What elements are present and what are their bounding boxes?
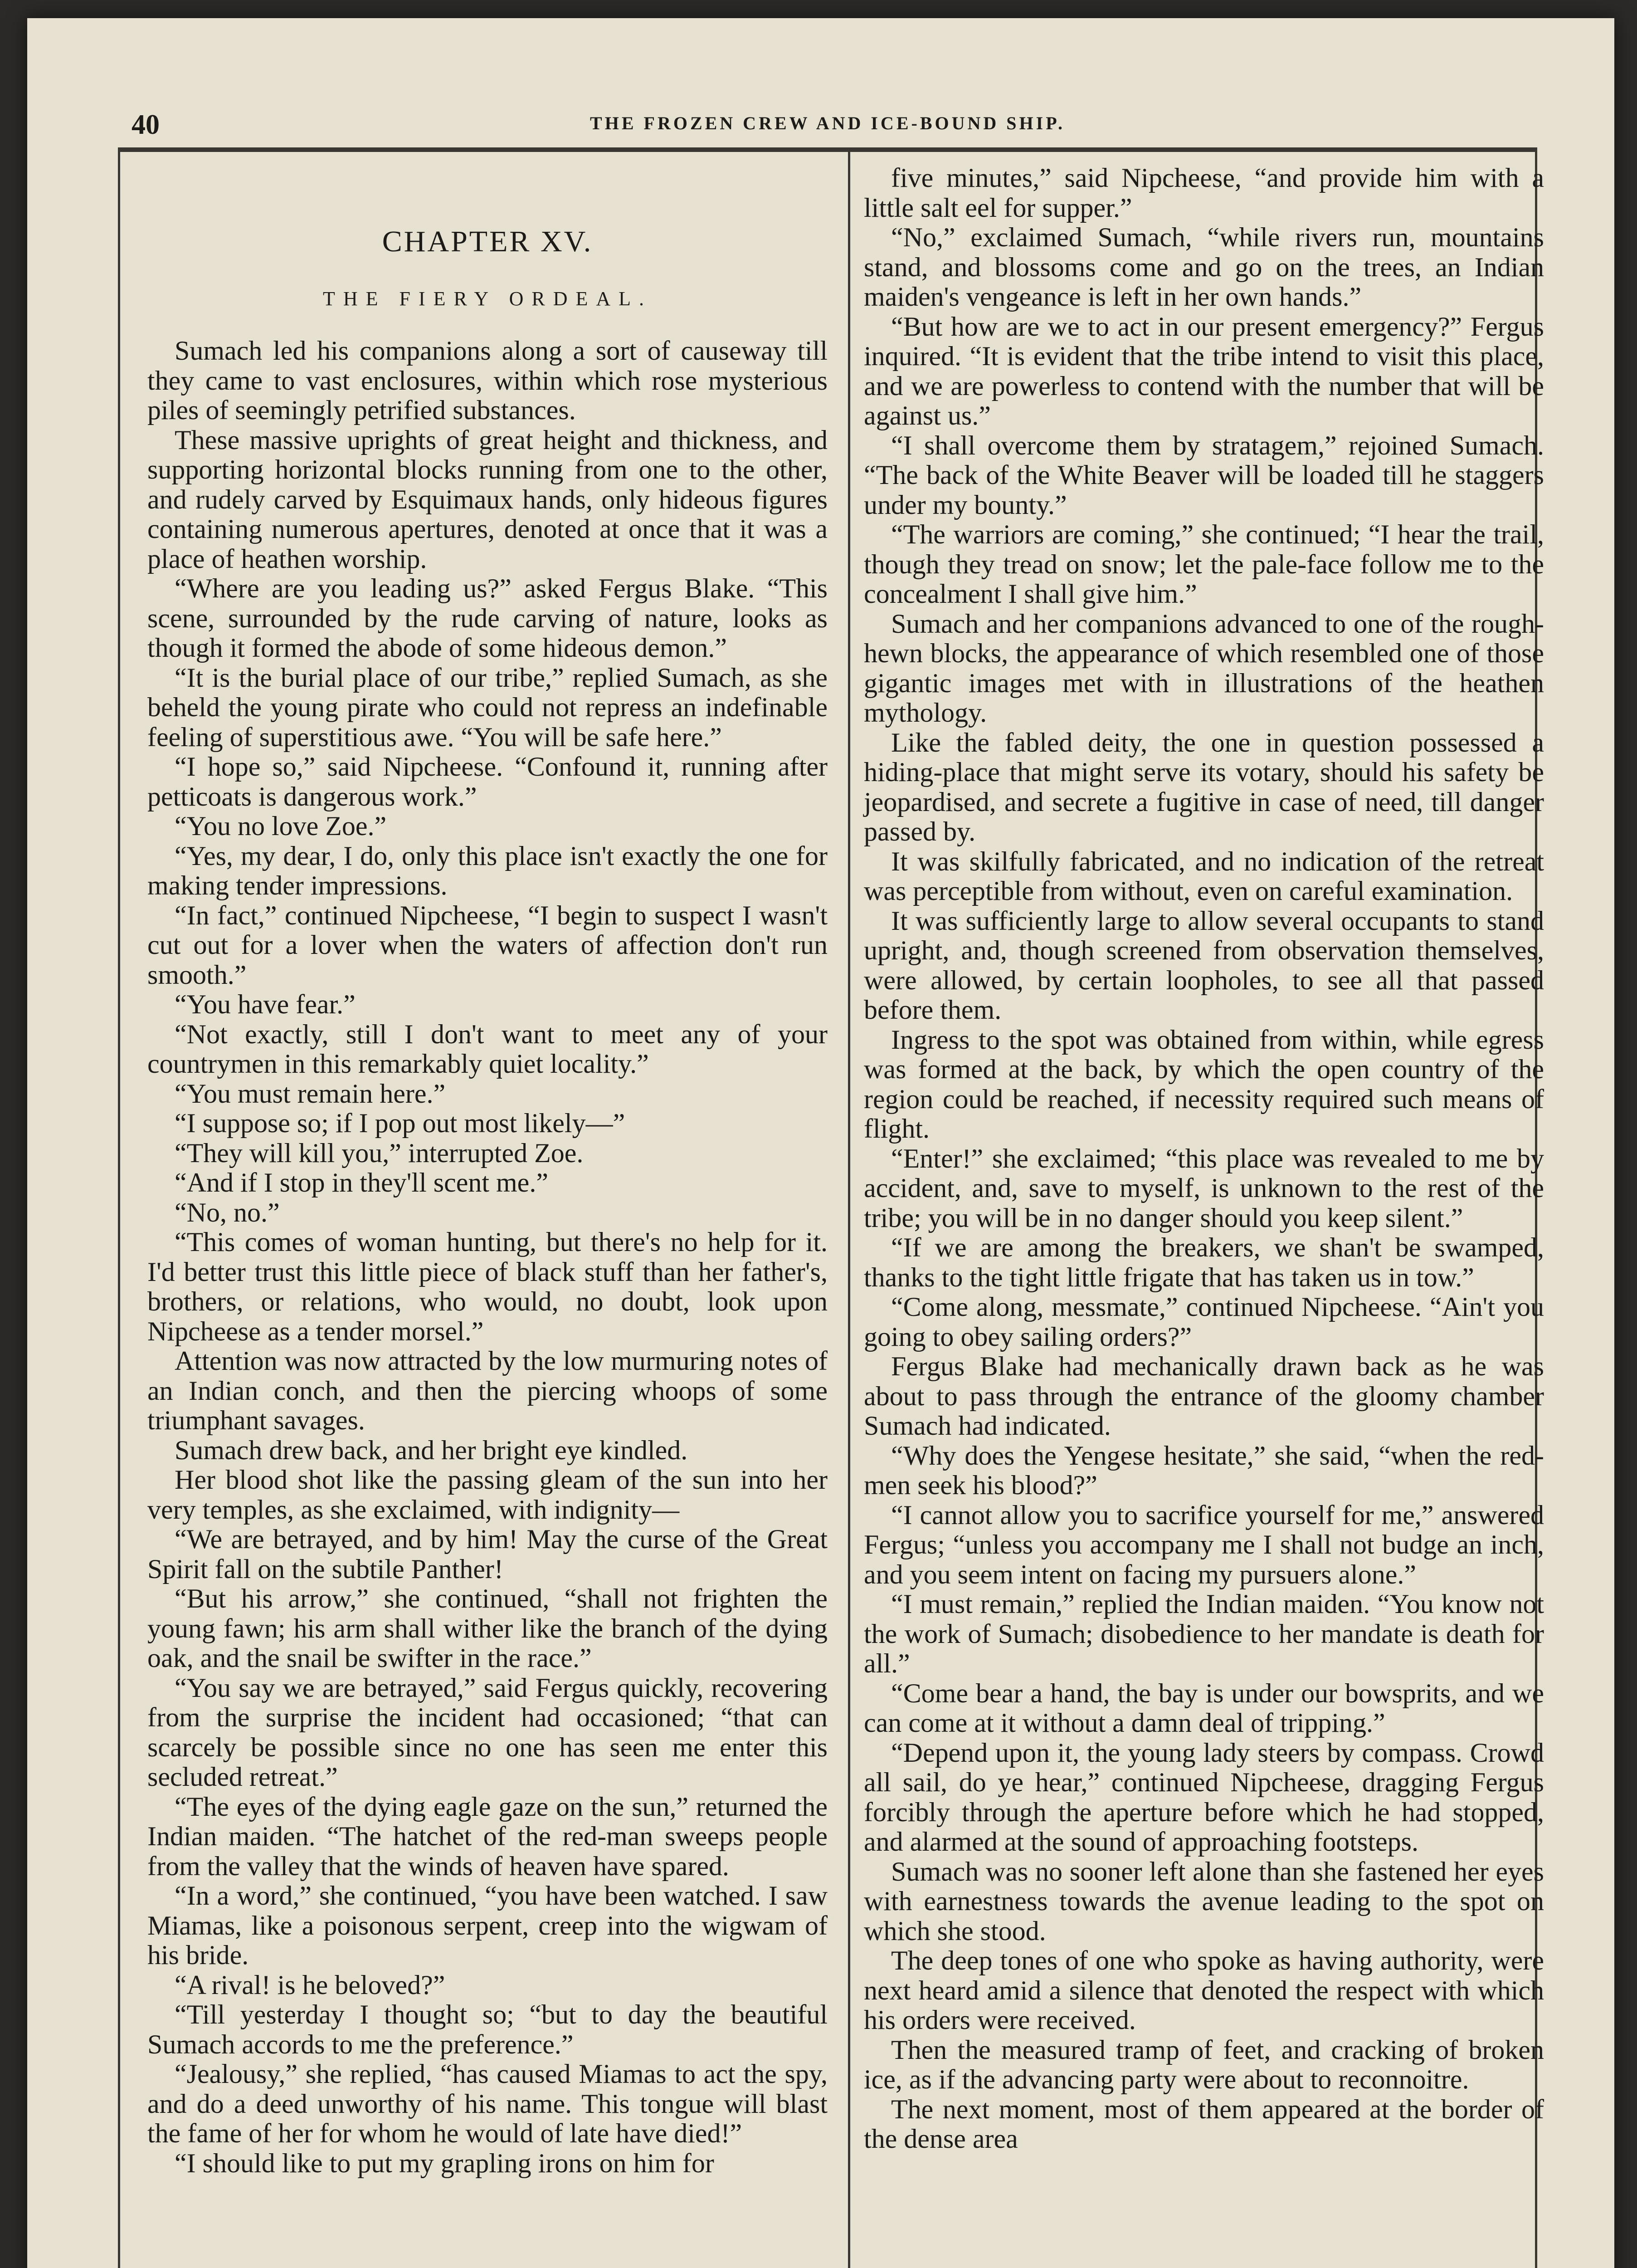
paragraph: “This comes of woman hunting, but there's no help for it. I'd better trust this little piece of black stuff than her father's, brothers, or relations, who would, no doubt, look upon Nipcheese as a tender morsel.” bbox=[147, 1227, 828, 1346]
paragraph: Ingress to the spot was obtained from within, while egress was formed at the back, by which the open country of the region could be reached, if necessity required such means of flight. bbox=[864, 1024, 1544, 1144]
paragraph: “In a word,” she continued, “you have been watched. I saw Miamas, like a poisonous serpent, creep into the wigwam of his bride. bbox=[147, 1881, 828, 1970]
paragraph: “But how are we to act in our present emergency?” Fergus inquired. “It is evident that the tribe intend to visit this place, and we are powerless to contend with the number that will be against us.” bbox=[864, 311, 1544, 430]
paragraph: “The eyes of the dying eagle gaze on the sun,” returned the Indian maiden. “The hatchet of the red-man sweeps people from the valley that the winds of heaven have spared. bbox=[147, 1791, 828, 1881]
paragraph: “No, no.” bbox=[175, 1197, 280, 1227]
paragraph: “I should like to put my grapling irons on him for bbox=[175, 2148, 714, 2178]
paragraph: “If we are among the breakers, we shan't be swamped, thanks to the tight little frigate that has taken us in tow.” bbox=[864, 1232, 1544, 1292]
paragraph: “I hope so,” said Nipcheese. “Confound it, running after petticoats is dangerous work.” bbox=[147, 752, 828, 811]
chapter-subtitle: THE FIERY ORDEAL. bbox=[322, 287, 653, 310]
paragraph: “Depend upon it, the young lady steers by compass. Crowd all sail, do ye hear,” continued Nipcheese, dragging Fergus forcibly through the aperture before which he had stopped, and alarmed at the sound of approaching footsteps. bbox=[864, 1737, 1544, 1857]
paragraph: “I cannot allow you to sacrifice yourself for me,” answered Fergus; “unless you accompany me I shall not budge an inch, and you seem intent on facing my pursuers alone.” bbox=[864, 1500, 1544, 1589]
paragraph: Sumach led his companions along a sort of causeway till they came to vast enclosures, within which rose mysterious piles of seemingly petrified substances. bbox=[147, 336, 828, 425]
paragraph: “No,” exclaimed Sumach, “while rivers run, mountains stand, and blossoms come and go on the trees, an Indian maiden's vengeance is left in her own hands.” bbox=[864, 222, 1544, 312]
paragraph: “You no love Zoe.” bbox=[175, 811, 387, 841]
paragraph: “I shall overcome them by stratagem,” rejoined Sumach. “The back of the White Beaver will be loaded till he staggers under my bounty.” bbox=[864, 430, 1544, 520]
paragraph: Like the fabled deity, the one in question possessed a hiding-place that might serve its votary, should his safety be jeopardised, and secrete a fugitive in case of need, till danger passed by. bbox=[864, 727, 1544, 846]
right-column bbox=[864, 163, 1544, 2154]
column-divider bbox=[848, 150, 850, 2268]
paragraph: Attention was now attracted by the low murmuring notes of an Indian conch, and then the piercing whoops of some triumphant savages. bbox=[147, 1346, 828, 1435]
paragraph: The next moment, most of them appeared at the border of the dense area bbox=[864, 2094, 1544, 2154]
paragraph: Her blood shot like the passing gleam of the sun into her very temples, as she exclaimed, with indignity— bbox=[147, 1465, 828, 1525]
paragraph: “Enter!” she exclaimed; “this place was revealed to me by accident, and, save to myself, is unknown to the rest of the tribe; you will be in no danger should you keep silent.” bbox=[864, 1143, 1544, 1233]
paragraph: Then the measured tramp of feet, and cracking of broken ice, as if the advancing party were about to reconnoitre. bbox=[864, 2034, 1544, 2094]
paragraph: “Till yesterday I thought so; “but to day the beautiful Sumach accords to me the preference.” bbox=[147, 1999, 828, 2059]
paragraph: five minutes,” said Nipcheese, “and provide him with a little salt eel for supper.” bbox=[864, 163, 1544, 223]
page-number: 40 bbox=[132, 109, 160, 140]
paragraph: “Jealousy,” she replied, “has caused Miamas to act the spy, and do a deed unworthy of his name. This tongue will blast the fame of her for whom he would of late have died!” bbox=[147, 2059, 828, 2148]
paragraph: “Why does the Yengese hesitate,” she said, “when the red-men seek his blood?” bbox=[864, 1440, 1544, 1500]
right-paragraphs bbox=[864, 163, 1544, 2154]
paragraph: “In fact,” continued Nipcheese, “I begin to suspect I wasn't cut out for a lover when the waters of affection don't run smooth.” bbox=[147, 900, 828, 990]
paragraph: “You say we are betrayed,” said Fergus quickly, recovering from the surprise the incident had occasioned; “that can scarcely be possible since no one has seen me enter this secluded retreat.” bbox=[147, 1672, 828, 1792]
paragraph: It was sufficiently large to allow several occupants to stand upright, and, though screened from observation themselves, were allowed, by certain loopholes, to see all that passed before them. bbox=[864, 905, 1544, 1025]
paragraph: Sumach drew back, and her bright eye kindled. bbox=[175, 1435, 688, 1465]
paragraph: “You have fear.” bbox=[175, 989, 356, 1019]
paragraph: “But his arrow,” she continued, “shall not frighten the young fawn; his arm shall wither like the branch of the dying oak, and the snail be swifter in the race.” bbox=[147, 1584, 828, 1673]
left-paragraphs bbox=[147, 336, 828, 2178]
paragraph: “I suppose so; if I pop out most likely—” bbox=[175, 1108, 625, 1138]
paragraph: Sumach and her companions advanced to one of the rough-hewn blocks, the appearance of which resembled one of those gigantic images met with in illustrations of the heathen mythology. bbox=[864, 608, 1544, 728]
paragraph: “The warriors are coming,” she continued; “I hear the trail, though they tread on snow; let the pale-face follow me to the concealment I shall give him.” bbox=[864, 519, 1544, 609]
paragraph: Fergus Blake had mechanically drawn back as he was about to pass through the entrance of the gloomy chamber Sumach had indicated. bbox=[864, 1351, 1544, 1441]
paragraph: “They will kill you,” interrupted Zoe. bbox=[175, 1138, 584, 1168]
paragraph: It was skilfully fabricated, and no indication of the retreat was perceptible from without, even on careful examination. bbox=[864, 846, 1544, 906]
paragraph: “I must remain,” replied the Indian maiden. “You know not the work of Sumach; disobedience to her mandate is death for all.” bbox=[864, 1589, 1544, 1678]
paragraph: “A rival! is he beloved?” bbox=[175, 1970, 445, 2000]
left-column bbox=[147, 209, 828, 2178]
paragraph: “Come along, messmate,” continued Nipcheese. “Ain't you going to obey sailing orders?” bbox=[864, 1292, 1544, 1352]
running-title: THE FROZEN CREW AND ICE-BOUND SHIP. bbox=[590, 113, 1065, 133]
page bbox=[27, 18, 1614, 2268]
paragraph: “Yes, my dear, I do, only this place isn't exactly the one for making tender impressions. bbox=[147, 841, 828, 900]
paragraph: Sumach was no sooner left alone than she fastened her eyes with earnestness towards the avenue leading to the spot on which she stood. bbox=[864, 1856, 1544, 1946]
paragraph: “Come bear a hand, the bay is under our bowsprits, and we can come at it without a damn deal of tripping.” bbox=[864, 1678, 1544, 1738]
paragraph: “Not exactly, still I don't want to meet any of your countrymen in this remarkably quiet locality.” bbox=[147, 1019, 828, 1079]
paragraph: “And if I stop in they'll scent me.” bbox=[175, 1168, 548, 1198]
paragraph: “It is the burial place of our tribe,” replied Sumach, as she beheld the young pirate who could not repress an indefinable feeling of superstitious awe. “You will be safe here.” bbox=[147, 662, 828, 752]
paragraph: These massive uprights of great height and thickness, and supporting horizontal blocks running from one to the other, and rudely carved by Esquimaux hands, only hideous figures containing numerous apertures, denoted at once that it was a place of heathen worship. bbox=[147, 425, 828, 574]
chapter-title: CHAPTER XV. bbox=[382, 225, 593, 258]
paragraph: “You must remain here.” bbox=[175, 1078, 446, 1109]
paragraph: “We are betrayed, and by him! May the curse of the Great Spirit fall on the subtile Panther! bbox=[147, 1524, 828, 1584]
paragraph: “Where are you leading us?” asked Fergus Blake. “This scene, surrounded by the rude carving of nature, looks as though it formed the abode of some hideous demon.” bbox=[147, 573, 828, 663]
paragraph: The deep tones of one who spoke as having authority, were next heard amid a silence that denoted the respect with which his orders were received. bbox=[864, 1945, 1544, 2035]
